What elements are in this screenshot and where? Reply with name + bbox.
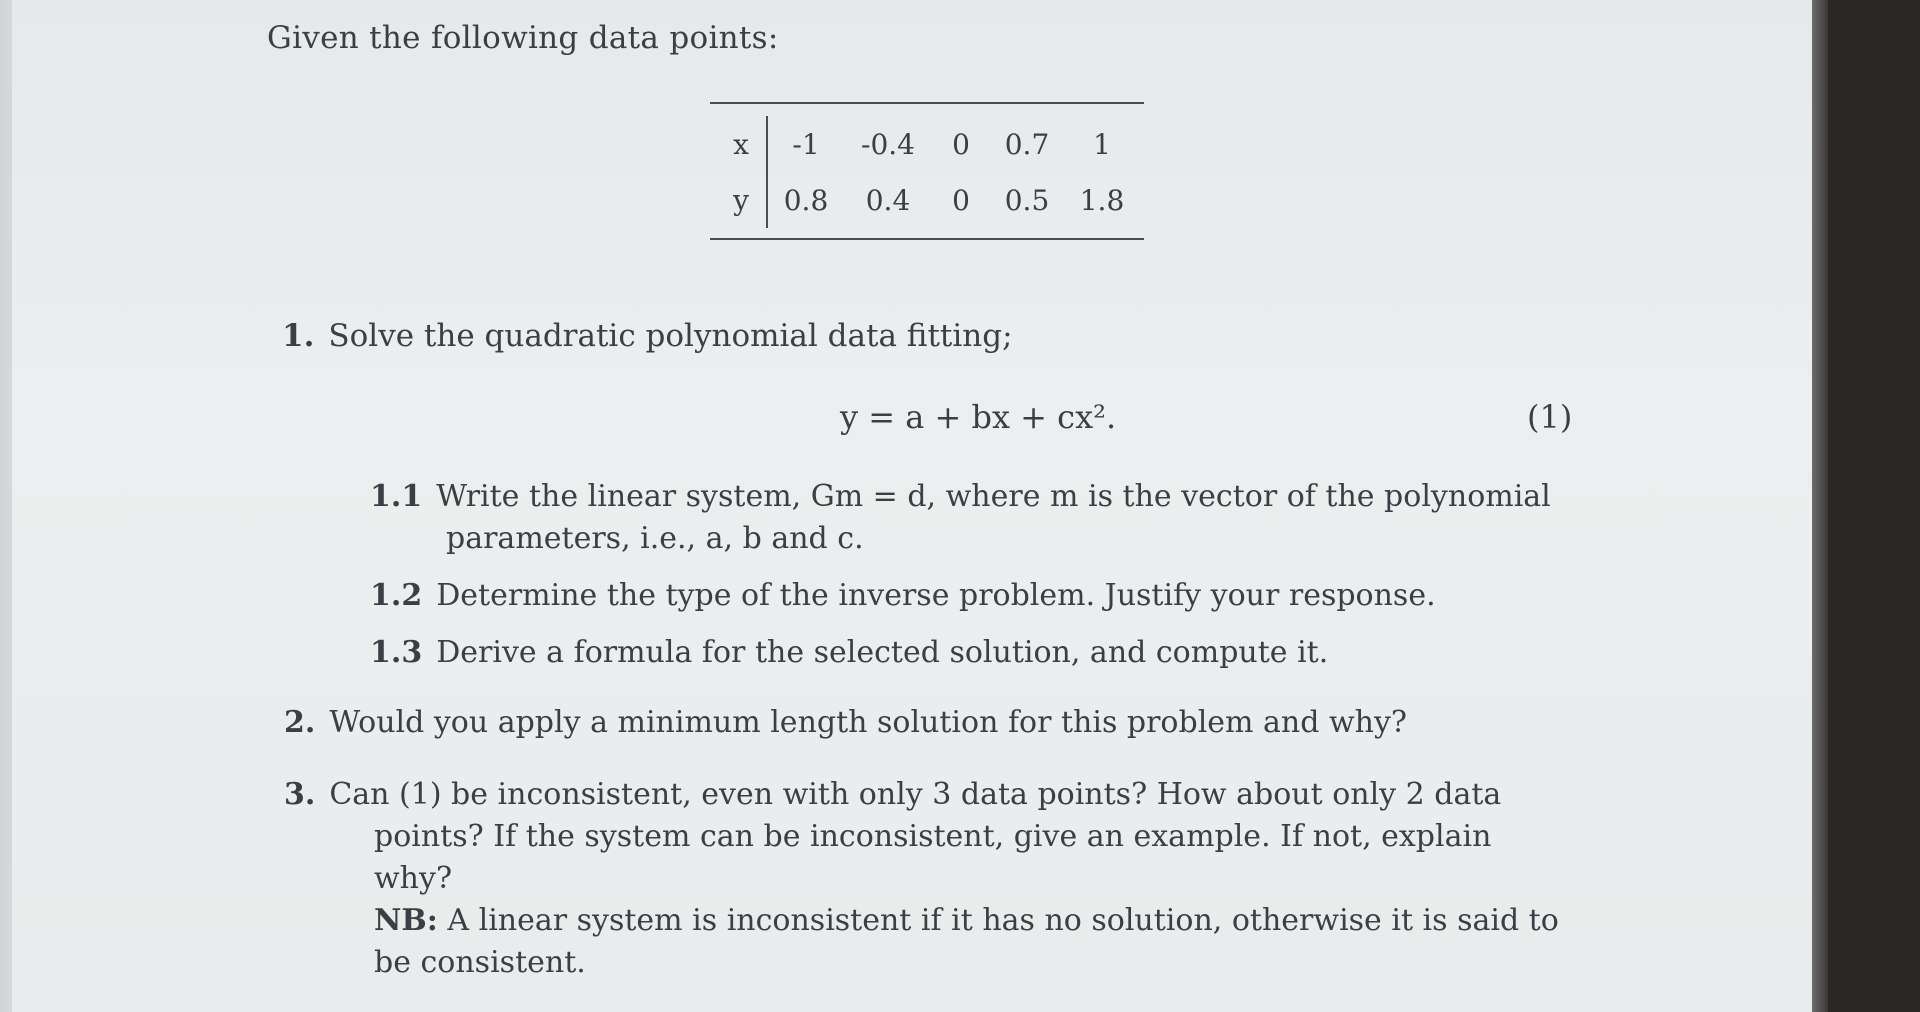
question-number: 2.	[284, 705, 316, 740]
data-table	[710, 102, 1144, 240]
table-cell: 1.8	[1079, 184, 1125, 217]
intro-text: Given the following data points:	[267, 20, 779, 56]
row-label-y: y	[733, 184, 749, 217]
subquestion-number: 1.1	[370, 479, 423, 514]
question-text: Solve the quadratic polynomial data fitting;	[328, 318, 1013, 354]
paper-edge-shadow	[1812, 0, 1828, 1012]
question-text: Can (1) be inconsistent, even with only 3 data points? How about only 2 data	[329, 777, 1502, 812]
table-cell: 0	[952, 184, 970, 217]
note-label: NB:	[374, 903, 438, 938]
subquestion-text: Derive a formula for the selected solution, and compute it.	[436, 635, 1329, 670]
subquestion-number: 1.2	[370, 578, 423, 613]
question-1	[282, 318, 1013, 354]
question-text: Would you apply a minimum length solution for this problem and why?	[329, 705, 1408, 740]
table-cell: 0.5	[1004, 184, 1050, 217]
equation-number: (1)	[1527, 398, 1573, 436]
note-text: A linear system is inconsistent if it has no solution, otherwise it is said to	[447, 903, 1559, 938]
subquestion-1-1	[370, 476, 1570, 560]
note-line	[284, 900, 1574, 942]
question-text-continued: points? If the system can be inconsistent, give an example. If not, explain why?	[374, 819, 1492, 896]
note-text-continued: be consistent.	[374, 945, 586, 980]
background-dark	[1828, 0, 1920, 1012]
subquestion-text: Write the linear system, Gm = d, where m is the vector of the polynomial	[436, 479, 1551, 514]
subquestion-1-3	[370, 632, 1570, 674]
question-2	[284, 702, 1584, 744]
subquestion-1-2	[370, 575, 1570, 617]
question-number: 3.	[284, 777, 316, 812]
table-cell: 0.4	[865, 184, 911, 217]
row-label-x: x	[733, 128, 749, 161]
table-cell: 0	[952, 128, 970, 161]
table-cell: -0.4	[861, 128, 915, 161]
table-cell: 1	[1093, 128, 1111, 161]
subquestion-text-continued: parameters, i.e., a, b and c.	[446, 521, 864, 556]
table-row-x	[710, 118, 1144, 172]
question-3	[284, 774, 1574, 984]
table-cell: 0.8	[783, 184, 829, 217]
subquestion-text: Determine the type of the inverse problem. Justify your response.	[436, 578, 1436, 613]
table-cell: -1	[792, 128, 820, 161]
question-number: 1.	[282, 318, 315, 354]
table-row-y	[710, 174, 1144, 228]
subquestion-number: 1.3	[370, 635, 423, 670]
table-cell: 0.7	[1004, 128, 1050, 161]
paper-sheet	[12, 0, 1812, 1012]
equation: y = a + bx + cx².	[840, 398, 1117, 436]
